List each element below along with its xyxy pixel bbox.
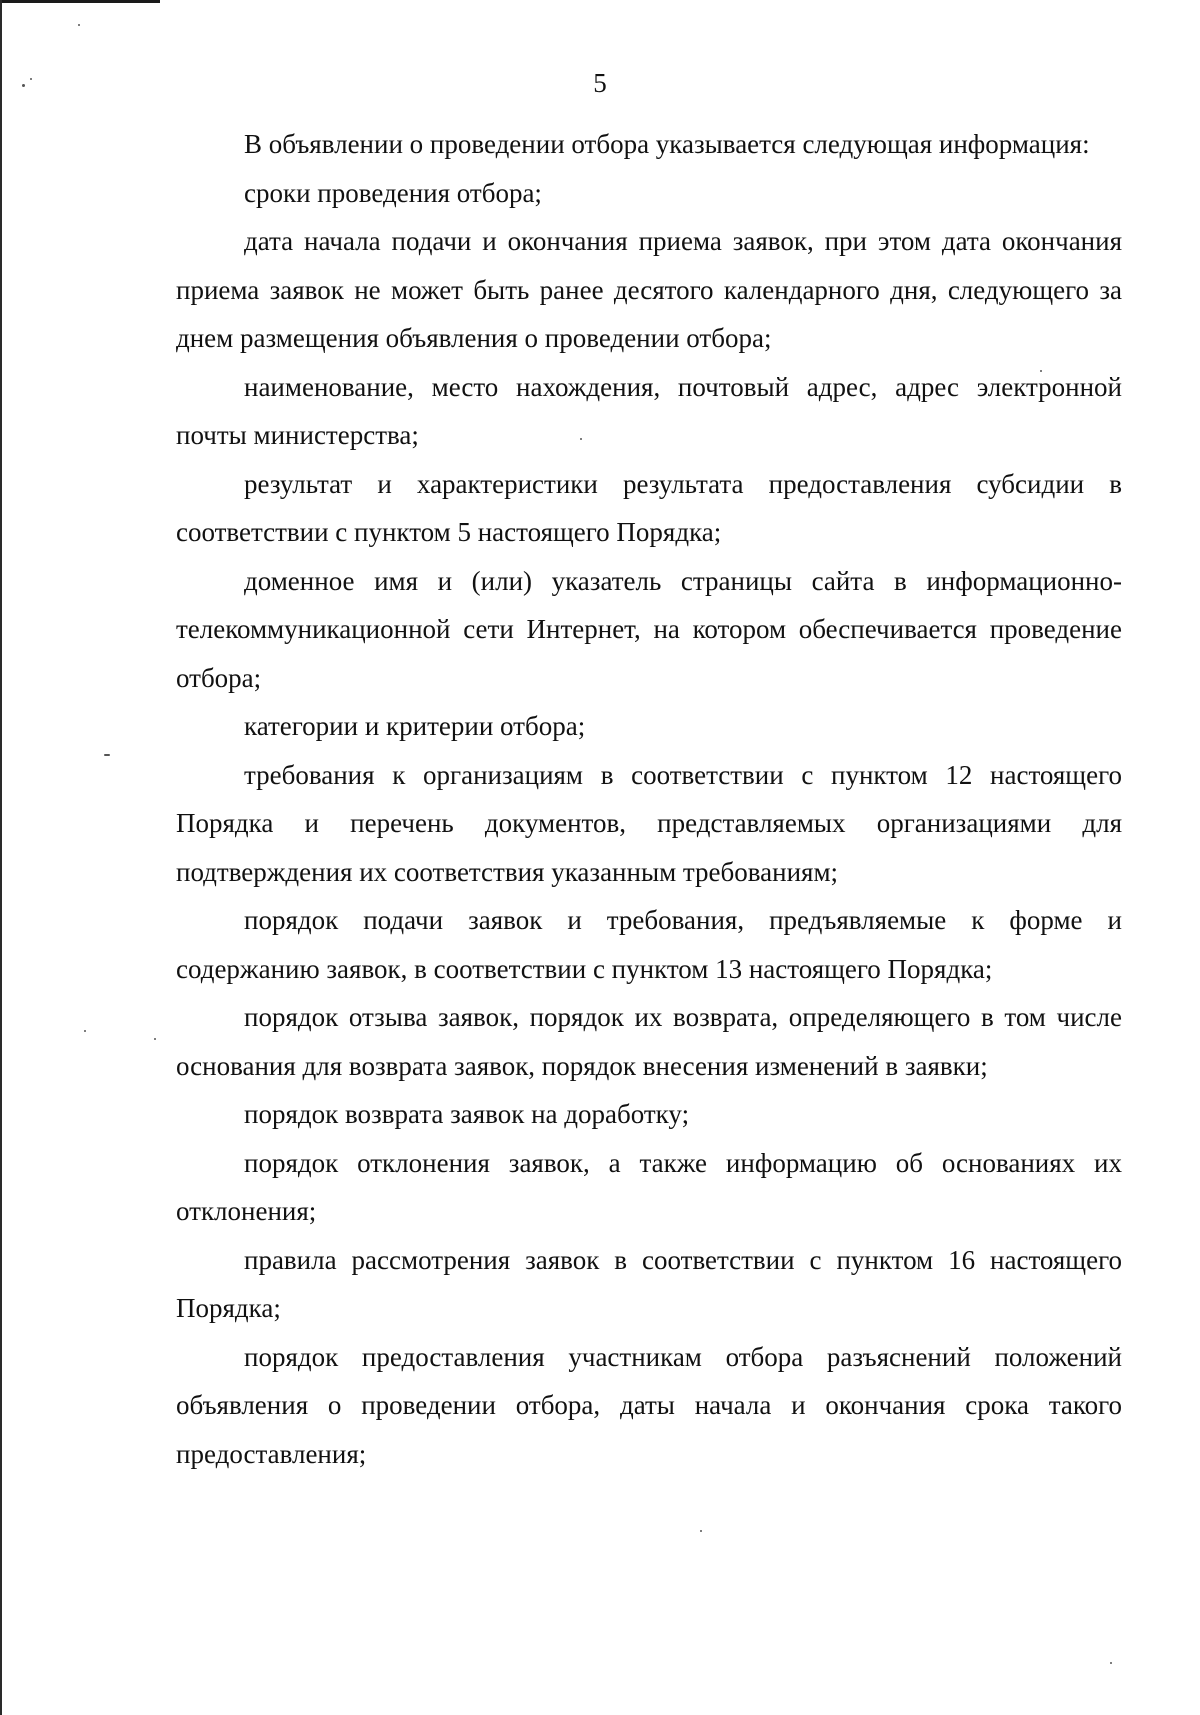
scan-speck (84, 1030, 86, 1032)
paragraph: порядок отклонения заявок, а также информацию об основаниях их отклонения; (176, 1147, 1122, 1226)
scan-speck (700, 1530, 702, 1532)
scan-speck (30, 78, 32, 80)
paragraph: порядок подачи заявок и требования, предъявляемые к форме и содержанию заявок, в соответствии с пунктом 13 настоящего Порядка; (176, 905, 1122, 984)
scan-border-top (0, 0, 160, 3)
paragraph: порядок возврата заявок на доработку; (244, 1099, 690, 1129)
scan-border-left (0, 0, 2, 1715)
paragraph: наименование, место нахождения, почтовый адрес, адрес электронной почты министерства; (176, 371, 1122, 450)
paragraph: порядок предоставления участникам отбора разъяснений положений объявления о проведении отбора, даты начала и окончания срока такого предоставления; (176, 1341, 1122, 1469)
scan-speck (1040, 370, 1042, 372)
paragraph: сроки проведения отбора; (244, 177, 542, 208)
paragraph: доменное имя и (или) указатель страницы сайта в информационно-телекоммуникационной сети Интернет, на котором обеспечивается проведение отбора; (176, 565, 1122, 693)
document-body (176, 120, 1122, 1478)
page-number: 5 (593, 68, 607, 98)
scan-speck (1110, 1662, 1112, 1664)
scan-speck (78, 24, 80, 26)
paragraph: требования к организациям в соответствии с пунктом 12 настоящего Порядка и перечень документов, представляемых организациями для подтверждения их соответствия указанным требованиям; (176, 759, 1122, 887)
scan-speck (104, 754, 110, 756)
scan-speck (580, 438, 582, 440)
scan-speck (154, 1038, 156, 1040)
paragraph: порядок отзыва заявок, порядок их возврата, определяющего в том числе основания для возврата заявок, порядок внесения изменений в заявки; (176, 1002, 1122, 1081)
paragraph: результат и характеристики результата предоставления субсидии в соответствии с пунктом 5 настоящего Порядка; (176, 468, 1122, 547)
paragraph: категории и критерии отбора; (244, 711, 586, 741)
scan-speck (22, 84, 25, 87)
paragraph: В объявлении о проведении отбора указывается следующая информация: (244, 129, 1090, 159)
paragraph: дата начала подачи и окончания приема заявок, при этом дата окончания приема заявок не может быть ранее десятого календарного дня, следующего за днем размещения объявления о проведении отбора; (176, 226, 1122, 353)
paragraph: правила рассмотрения заявок в соответствии с пунктом 16 настоящего Порядка; (176, 1244, 1122, 1323)
